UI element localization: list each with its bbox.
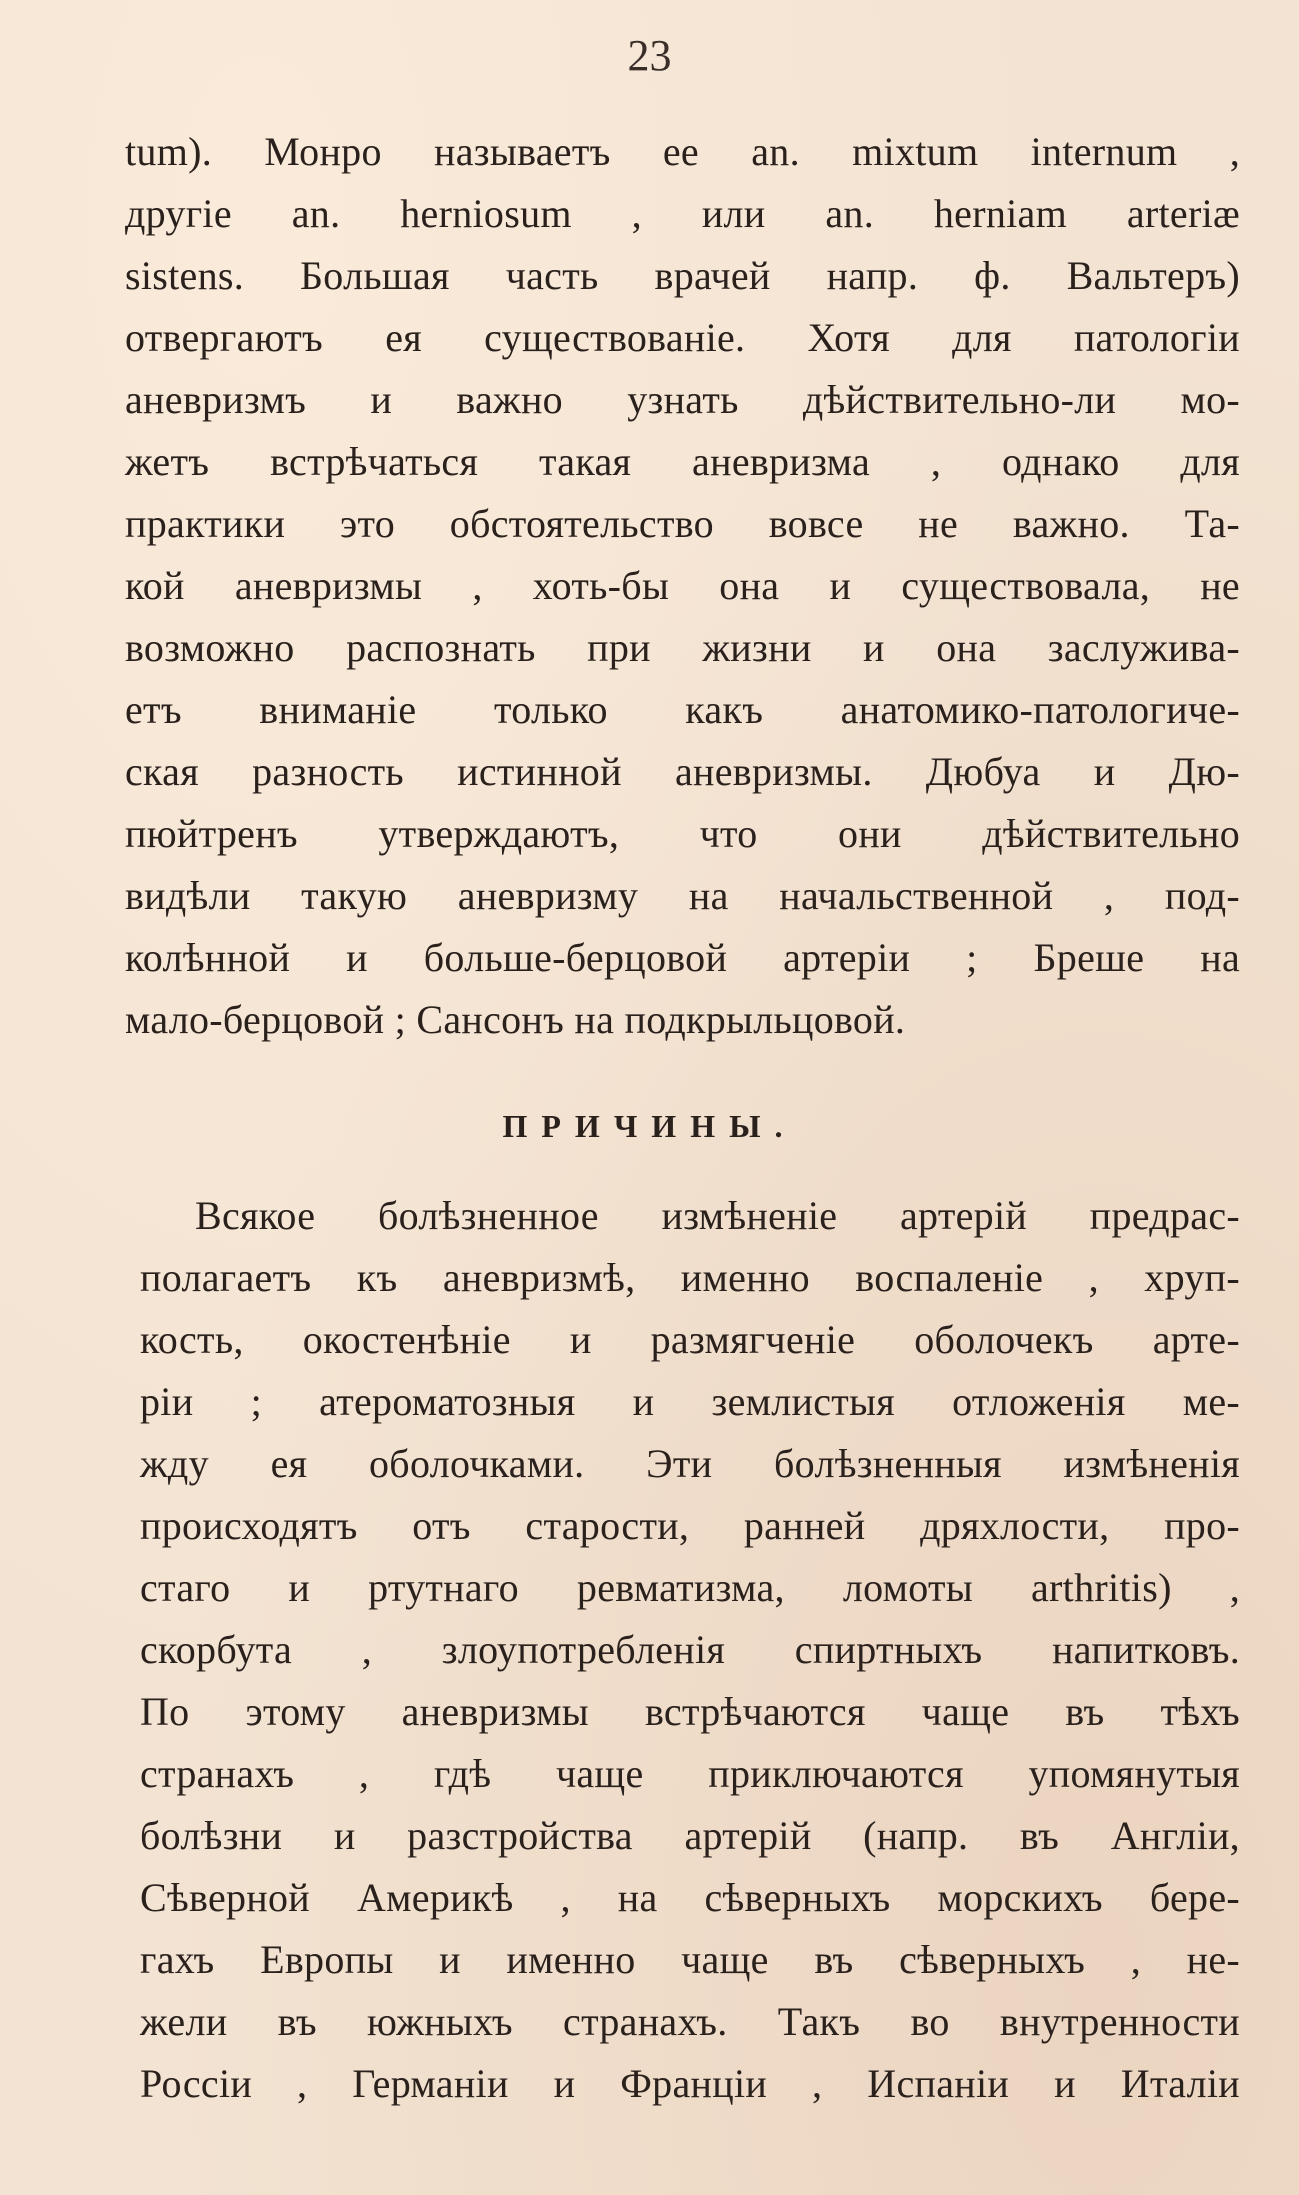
text-line: болѣзни и разстройства артерій (напр. въ Англіи, <box>140 1813 1240 1858</box>
text-line: ріи ; атероматозныя и землистыя отложенія ме- <box>140 1379 1240 1424</box>
paragraph-causes <box>140 1185 1240 2115</box>
text-line: скорбута , злоупотребленія спиртныхъ напитковъ. <box>140 1627 1240 1672</box>
text-line: жетъ встрѣчаться такая аневризма , однако для <box>125 439 1240 484</box>
paragraph-definitions <box>125 121 1240 1051</box>
text-line: tum). Монро называетъ ее an. mixtum internum , <box>125 129 1240 174</box>
text-line: жду ея оболочками. Эти болѣзненныя измѣненія <box>140 1441 1240 1486</box>
page-number: 23 <box>627 31 672 80</box>
text-line: пюйтренъ утверждаютъ, что они дѣйствительно <box>125 811 1240 856</box>
text-line: другіе an. herniosum , или an. herniam arteriæ <box>125 191 1240 236</box>
text-line: Всякое болѣзненное измѣненіе артерій предрас- <box>195 1193 1240 1238</box>
text-line: жели въ южныхъ странахъ. Такъ во внутренности <box>140 1999 1240 2044</box>
text-line: отвергаютъ ея существованіе. Хотя для патологіи <box>125 315 1240 360</box>
text-line: По этому аневризмы встрѣчаются чаще въ тѣхъ <box>140 1689 1240 1734</box>
text-line: гахъ Европы и именно чаще въ сѣверныхъ , не- <box>140 1937 1240 1982</box>
text-line: sistens. Большая часть врачей напр. ф. Вальтеръ) <box>125 253 1240 298</box>
text-line: возможно распознать при жизни и она заслужива- <box>125 625 1240 670</box>
text-line: мало-берцовой ; Сансонъ на подкрыльцовой. <box>125 997 906 1042</box>
text-line: етъ вниманіе только какъ анатомико-патологиче- <box>125 687 1240 732</box>
text-line: кой аневризмы , хоть-бы она и существовала, не <box>125 563 1240 608</box>
text-line: странахъ , гдѣ чаще приключаются упомянутыя <box>140 1751 1240 1796</box>
text-line: ская разность истинной аневризмы. Дюбуа и Дю- <box>125 749 1240 794</box>
section-heading: ПРИЧИНЫ. <box>502 1108 797 1144</box>
text-line: Россіи , Германіи и Франціи , Испаніи и Италіи <box>140 2061 1240 2106</box>
text-line: полагаетъ къ аневризмѣ, именно воспаленіе , хруп- <box>140 1255 1240 1300</box>
text-line: кость, окостенѣніе и размягченіе оболочекъ арте- <box>140 1317 1240 1362</box>
text-line: Сѣверной Америкѣ , на сѣверныхъ морскихъ бере- <box>140 1875 1240 1920</box>
text-line: практики это обстоятельство вовсе не важно. Та- <box>125 501 1240 546</box>
text-line: видѣли такую аневризму на начальственной , под- <box>125 873 1240 918</box>
text-line: стаго и ртутнаго ревматизма, ломоты arthritis) , <box>140 1565 1240 1610</box>
text-line: аневризмъ и важно узнать дѣйствительно-ли мо- <box>125 377 1240 422</box>
text-line: происходятъ отъ старости, ранней дряхлости, про- <box>140 1503 1240 1548</box>
text-line: колѣнной и больше-берцовой артеріи ; Брешe на <box>125 935 1240 980</box>
